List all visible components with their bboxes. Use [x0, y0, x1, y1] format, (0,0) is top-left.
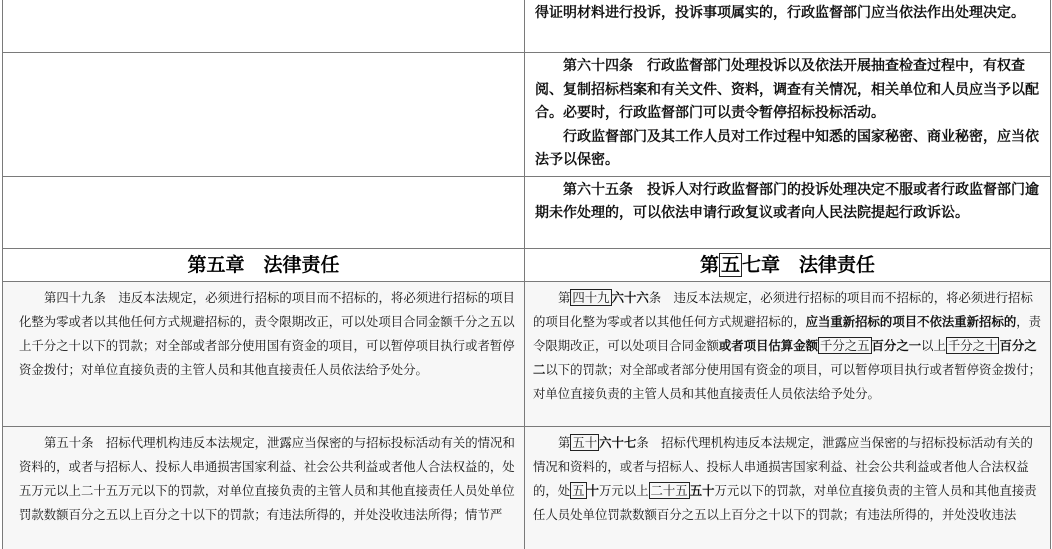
article-49-old: 第四十九条 违反本法规定，必须进行招标的项目而不招标的，将必须进行招标的项目化整为零或者以其他任何方式规避招标的，责令限期改正，可以处项目合同金额千分之五以上千分之十以下的罚款；对全部或者部分使用国有资金的项目，可以暂停项目执行或者暂停资金拨付；对单位直接负责的主管人员和其他直接责任人员依法给予处分。 — [19, 289, 515, 377]
left-cell-empty — [3, 176, 525, 248]
left-cell — [3, 426, 525, 549]
text-run: 万元以下的罚款，对单位直接负责的主管人员和其他直接责任人员处单位罚款数额百分之五以上百分之十以下的罚款；有违法所得的，并处没收违法 — [533, 482, 1037, 522]
article-67-new — [533, 431, 1042, 527]
table-row — [3, 53, 1051, 177]
article-65: 第六十五条 投诉人对行政监督部门的投诉处理决定不服或者行政监督部门逾期未作处理的，可以依法申请行政复议或者向人民法院提起行政诉讼。 — [535, 181, 1039, 221]
text-run: 条 招标代理机构违反本法规定，泄露应当保密的与招标投标活动有关的情况和资料的，或者与招标人、投标人串通损害国家利益、社会公共利益或者他人合法权益的，处 — [533, 434, 1033, 498]
chapter-row — [3, 248, 1051, 281]
deleted-text: 五十 — [572, 434, 598, 450]
right-cell — [525, 53, 1051, 177]
deleted-text: 四十九 — [572, 289, 610, 305]
deleted-text: 千分之五 — [819, 337, 870, 353]
inserted-text: 五十 — [689, 482, 715, 498]
inserted-text: 百分之一 — [871, 337, 922, 353]
table-row — [3, 281, 1051, 426]
comparison-table — [2, 0, 1051, 549]
deleted-text: 五 — [572, 482, 585, 498]
right-cell — [525, 0, 1051, 53]
inserted-text: 百分之二 — [533, 337, 1037, 377]
right-cell — [525, 426, 1051, 549]
right-cell — [525, 176, 1051, 248]
deleted-text: 五 — [720, 253, 740, 276]
article-64: 第六十四条 行政监督部门处理投诉以及依法开展抽查检查过程中，有权查阅、复制招标档案和有关文件、资料，调查有关情况，相关单位和人员应当予以配合。必要时，行政监督部门可以责令暂停招标投标活动。 — [535, 58, 1039, 121]
left-cell-empty — [3, 53, 525, 177]
text-run: 万元以上 — [598, 482, 649, 498]
text-run: ，责令限期改正，可以处项目合同金 — [533, 313, 1042, 353]
table-row — [3, 176, 1051, 248]
table-row — [3, 426, 1051, 549]
chapter-title-new — [525, 249, 1050, 281]
text-run: 第 — [558, 289, 571, 305]
text-run: 第 — [558, 434, 571, 450]
deleted-text: 千分之十 — [947, 337, 998, 353]
right-chapter-cell — [525, 248, 1051, 281]
inserted-text: 六十七 — [599, 434, 637, 450]
left-chapter-cell — [3, 248, 525, 281]
inserted-text: 十 — [586, 482, 599, 498]
table-row — [3, 0, 1051, 53]
right-cell — [525, 281, 1051, 426]
chapter-title-old: 第五章 法律责任 — [187, 253, 340, 276]
article-50-old: 第五十条 招标代理机构违反本法规定，泄露应当保密的与招标投标活动有关的情况和资料的，或者与招标人、投标人串通损害国家利益、社会公共利益或者他人合法权益的，处五万元以上二十五万元以下的罚款，对单位直接负责的主管人员和其他直接责任人员处单位罚款数额百分之五以上百分之十以下的罚款；有违法所得的，并处没收违法所得；情节严 — [19, 434, 515, 522]
article-66-new — [533, 286, 1042, 406]
text-run: 以下的罚款；对全部或者部分使用国有资金的项目，可以暂停项目执行或者暂停资金拨付；对单位直接负责的主管人员和其他直接责任人员依法给予处分。 — [533, 361, 1042, 401]
deleted-text: 二十五 — [650, 482, 688, 498]
inserted-text: 应当重新招标的项目不依法重新招标的 — [805, 313, 1017, 329]
text-run: 以上 — [921, 337, 946, 353]
chapter-prefix: 第 — [699, 253, 719, 276]
text-run: 额 — [706, 337, 719, 353]
text-run: 条 违反本法规定，必须进行招标的项目而不招标的，将必须进行招标的项目化整为零或者以其他任何方式规避招标的， — [533, 289, 1033, 329]
chapter-suffix: 七章 法律责任 — [742, 253, 876, 276]
article-64-para-2: 行政监督部门及其工作人员对工作过程中知悉的国家秘密、商业秘密，应当依法予以保密。 — [535, 128, 1039, 168]
inserted-text: 或者项目估算金额 — [718, 337, 818, 353]
inserted-text: 六十六 — [611, 289, 649, 305]
left-cell-empty — [3, 0, 525, 53]
left-cell — [3, 281, 525, 426]
article-text: 得证明材料进行投诉，投诉事项属实的，行政监督部门应当依法作出处理决定。 — [535, 5, 1025, 21]
